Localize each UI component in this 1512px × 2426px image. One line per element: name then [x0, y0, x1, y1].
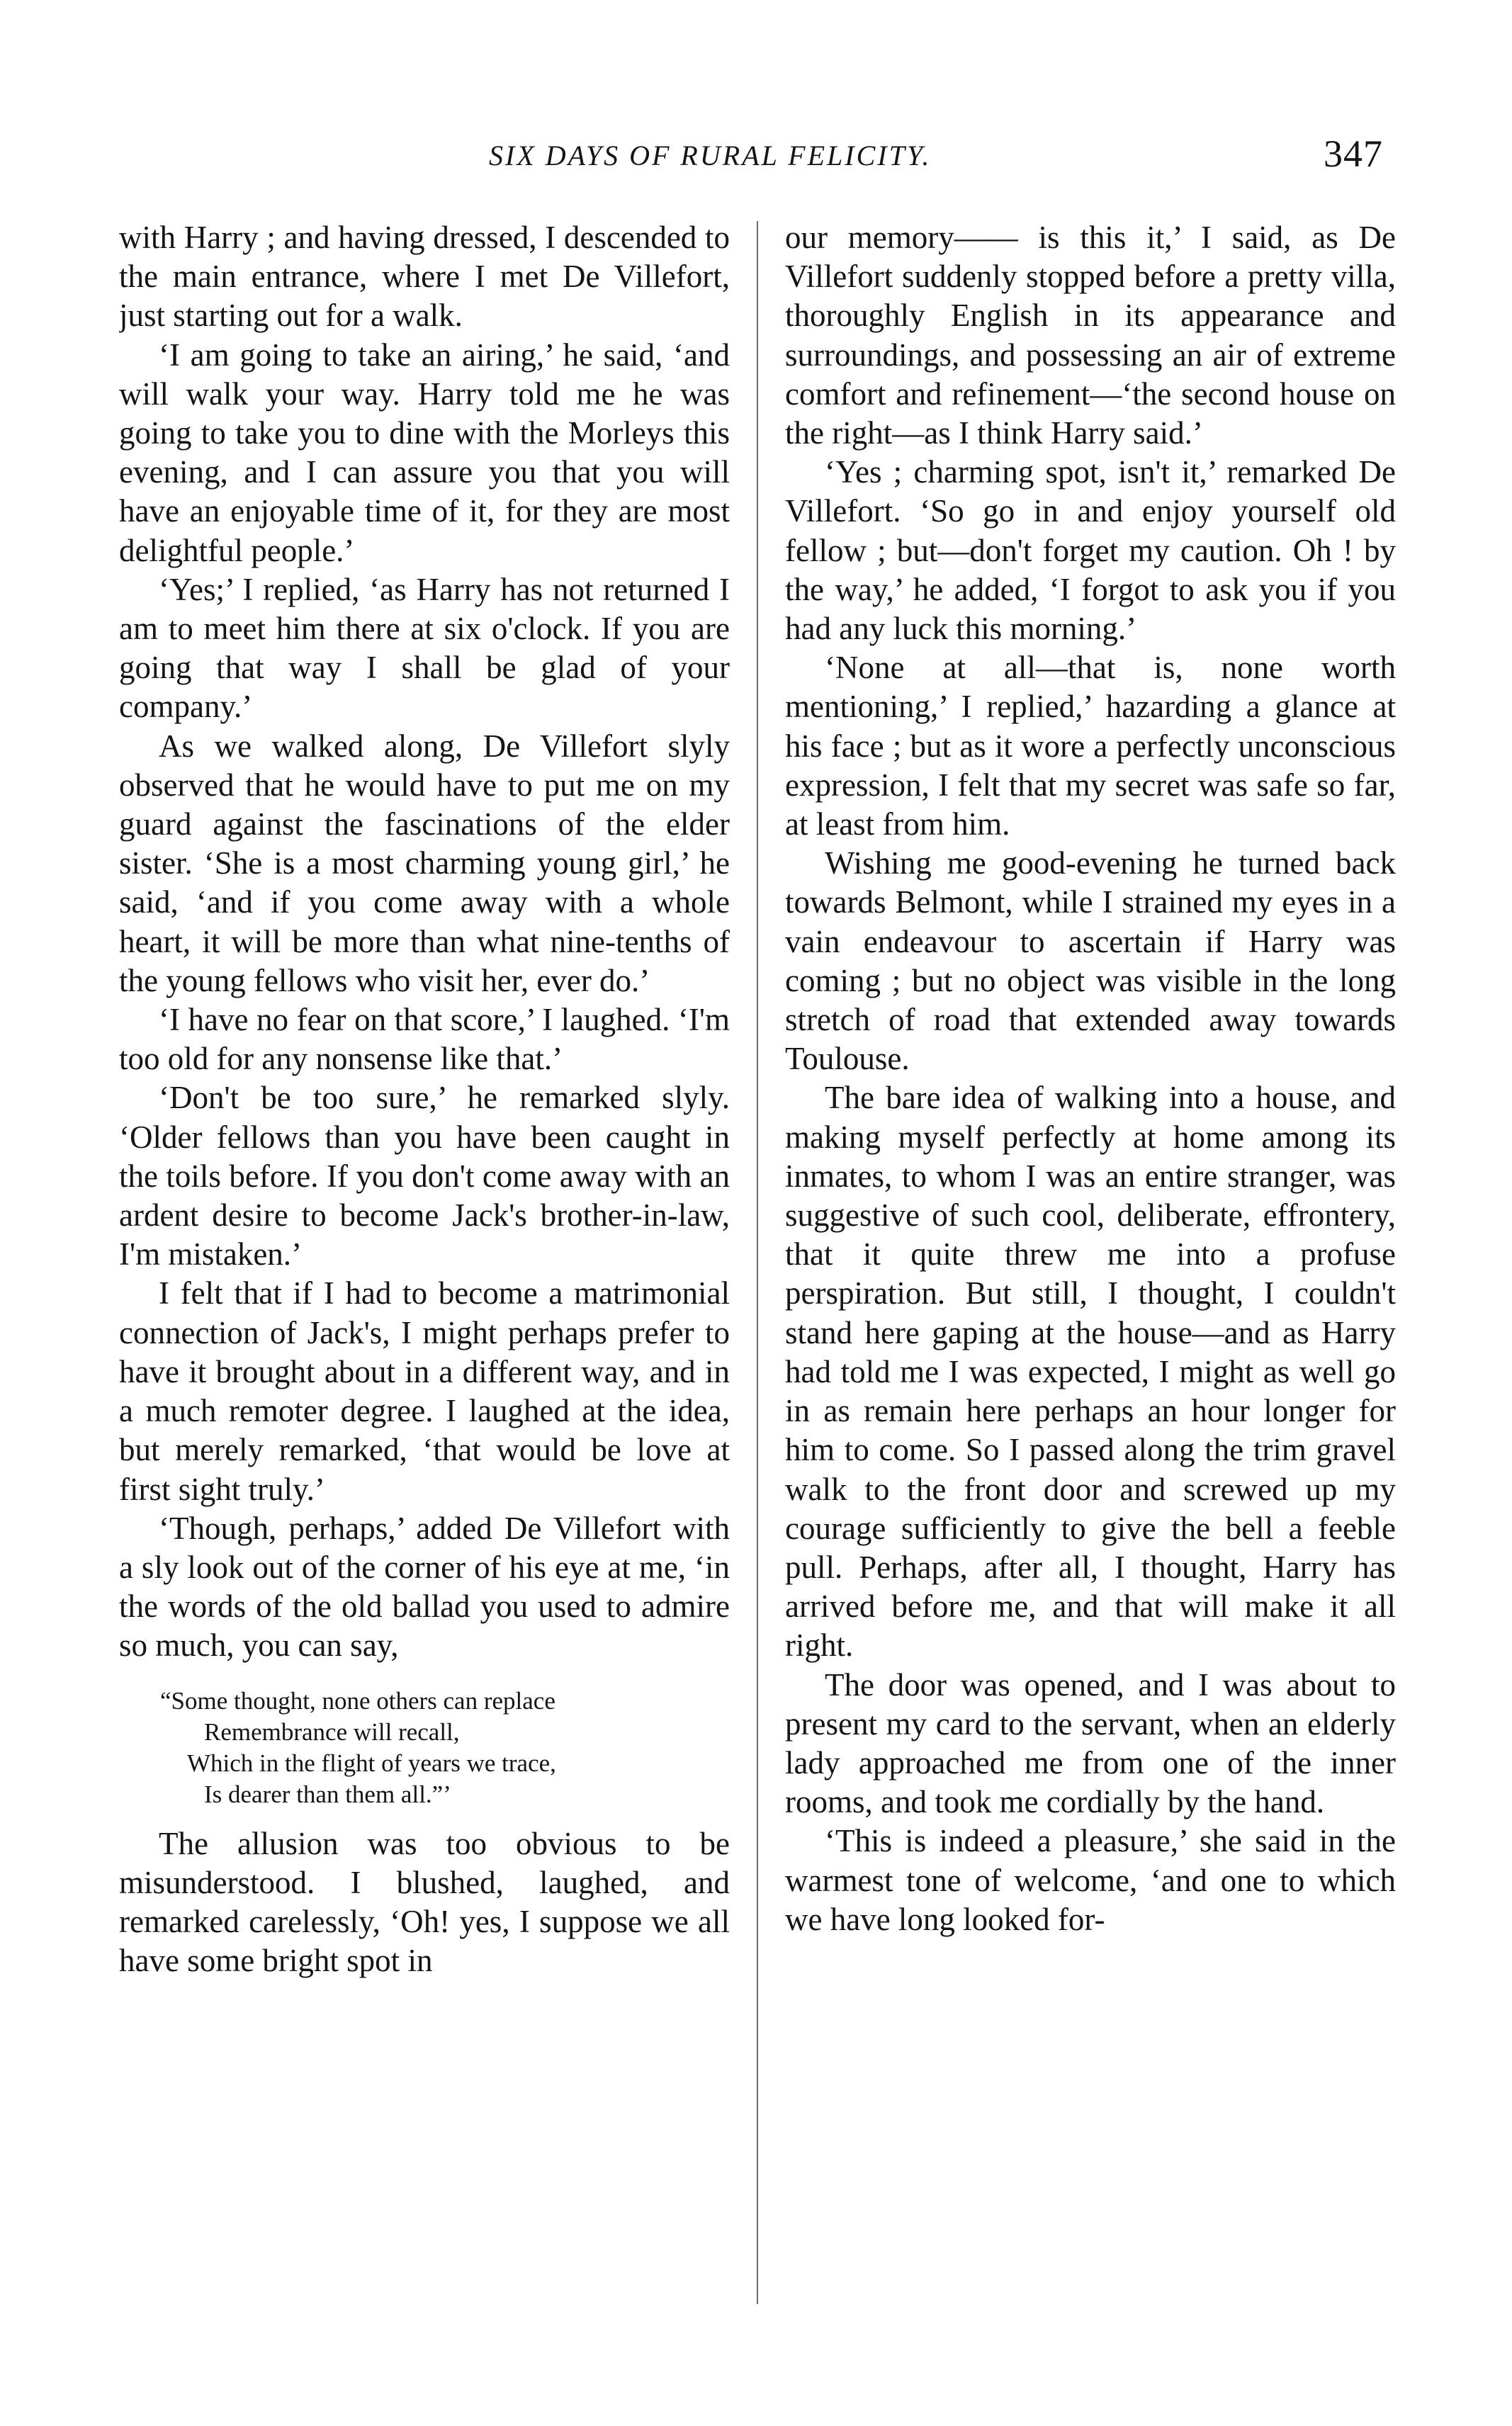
right-column	[785, 218, 1396, 2315]
paragraph: The door was opened, and I was about to present my card to the servant, when an elderly lady approached me from one of the inner rooms, and took me cordially by the hand.	[785, 1666, 1396, 1820]
paragraph: ‘Don't be too sure,’ he remarked slyly. ‘Older fellows than you have been caught in the toils before. If you don't come away with an ardent desire to become Jack's brother-in-law, I'm mistaken.’	[119, 1080, 730, 1273]
paragraph: As we walked along, De Villefort slyly observed that he would have to put me on my guard against the fascinations of the elder sister. ‘She is a most charming young girl,’ he said, ‘and if you come away with a whole heart, it will be more than what nine-tenths of the young fellows who visit her, ever do.’	[119, 728, 730, 998]
left-column	[119, 218, 730, 2315]
running-title: SIX DAYS OF RURAL FELICITY.	[489, 140, 932, 171]
paragraph: ‘I have no fear on that score,’ I laughed. ‘I'm too old for any nonsense like that.’	[119, 1002, 730, 1077]
paragraph: ‘Yes ; charming spot, isn't it,’ remarked De Villefort. ‘So go in and enjoy yourself old fellow ; but—don't forget my caution. Oh ! by the way,’ he added, ‘I forgot to ask you if you had any luck this morning.’	[785, 454, 1396, 647]
paragraph: The allusion was too obvious to be misunderstood. I blushed, laughed, and remarked carelessly, ‘Oh! yes, I suppose we all have some bright spot in	[119, 1825, 730, 1979]
paragraph: I felt that if I had to become a matrimonial connection of Jack's, I might perhaps prefer to have it brought about in a different way, and in a much remoter degree. I laughed at the idea, but merely remarked, ‘that would be love at first sight truly.’	[119, 1275, 730, 1507]
verse-line: Which in the flight of years we trace,	[187, 1749, 556, 1777]
verse-line: Is dearer than them all.”’	[204, 1780, 451, 1808]
paragraph: ‘Yes;’ I replied, ‘as Harry has not returned I am to meet him there at six o'clock. If you are going that way I shall be glad of your company.’	[119, 571, 730, 725]
page-number: 347	[1324, 132, 1383, 175]
paragraph: ‘This is indeed a pleasure,’ she said in the warmest tone of welcome, ‘and one to which we have long looked for-	[785, 1823, 1396, 1937]
paragraph: ‘Though, perhaps,’ added De Villefort with a sly look out of the corner of his eye at me, ‘in the words of the old ballad you used to admire so much, you can say,	[119, 1510, 730, 1664]
verse-line: Remembrance will recall,	[204, 1717, 460, 1746]
paragraph: with Harry ; and having dressed, I descended to the main entrance, where I met De Villefort, just starting out for a walk.	[119, 220, 730, 334]
paragraph: ‘I am going to take an airing,’ he said, ‘and will walk your way. Harry told me he was going to take you to dine with the Morleys this evening, and I can assure you that you will have an enjoyable time of it, for they are most delightful people.’	[119, 337, 730, 568]
column-divider	[757, 221, 758, 2304]
paragraph: The bare idea of walking into a house, and making myself perfectly at home among its inmates, to whom I was an entire stranger, was suggestive of such cool, deliberate, effrontery, that it quite threw me into a profuse perspiration. But still, I thought, I couldn't stand here gaping at the house—and as Harry had told me I was expected, I might as well go in as remain here perhaps an hour longer for him to come. So I passed along the trim gravel walk to the front door and screwed up my courage sufficiently to give the bell a feeble pull. Perhaps, after all, I thought, Harry has arrived before me, and that will make it all right.	[785, 1080, 1396, 1664]
ballad-quote	[119, 1686, 730, 1810]
paragraph: Wishing me good-evening he turned back towards Belmont, while I strained my eyes in a vain endeavour to ascertain if Harry was coming ; but no object was visible in the long stretch of road that extended away towards Toulouse.	[785, 845, 1396, 1077]
paragraph: our memory—— is this it,’ I said, as De Villefort suddenly stopped before a pretty villa, thoroughly English in its appearance and surroundings, and possessing an air of extreme comfort and refinement—‘the second house on the right—as I think Harry said.’	[785, 220, 1396, 451]
paragraph: ‘None at all—that is, none worth mentioning,’ I replied,’ hazarding a glance at his face ; but as it wore a perfectly unconscious expression, I felt that my secret was safe so far, at least from him.	[785, 650, 1396, 842]
verse-line: “Some thought, none others can replace	[160, 1686, 555, 1715]
